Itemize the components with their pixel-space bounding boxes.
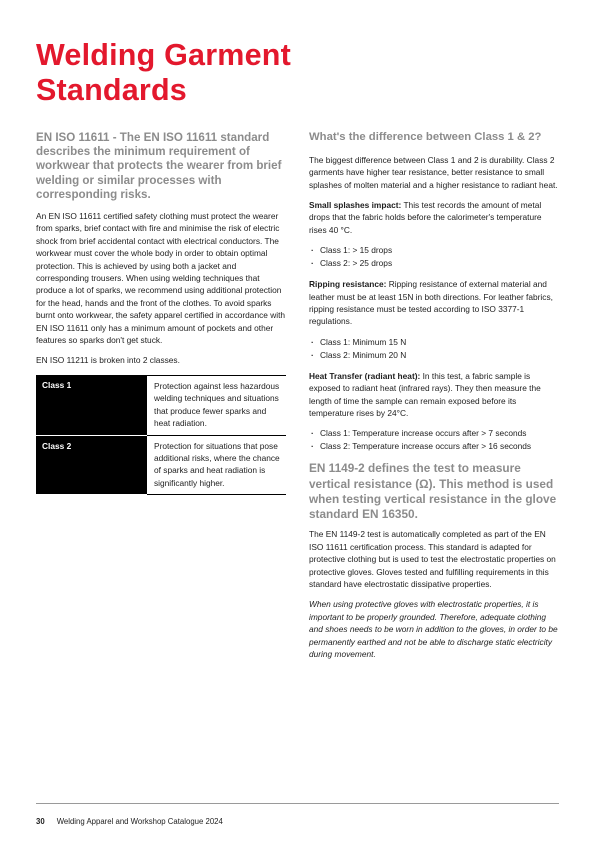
difference-body: The biggest difference between Class 1 and 2 is durability. Class 2 garments have higher tear resistance, better resistance to small splashes of molten material and a higher resistance to radiant heat. xyxy=(309,154,558,190)
right-column xyxy=(309,131,559,668)
list-item: · Class 2: Temperature increase occurs after > 16 seconds xyxy=(309,440,559,453)
splashes-paragraph xyxy=(309,199,559,236)
left-column xyxy=(36,131,286,495)
page-number: 30 xyxy=(36,817,45,826)
page-footer xyxy=(36,817,223,827)
en-1149-heading: EN 1149-2 defines the test to measure vertical resistance (Ω). This method is used when testing vertical resistance in the glove standard EN 16350. xyxy=(309,461,557,522)
list-item: · Class 1: Temperature increase occurs after > 7 seconds xyxy=(309,427,559,440)
splashes-label: Small splashes impact: xyxy=(309,200,402,211)
en-iso-11611-body: An EN ISO 11611 certified safety clothing must protect the wearer from sparks, brief contact with fire and minimise the risk of electric shock from brief accidental contact with electrical conductors. The workwear must cover the whole body in order to obtain optimal protection. This is achieved by using both a jacket and corresponding trousers. When using welding techniques that produce a lot of sparks, we recommend using additional protection for the head, hands and the front of the clothes. To avoid sparks burnt onto workwear, the safety apparel certified in accordance with EN ISO 11611 only has a minimum amount of pockets and other features so sparks don't get stuck. xyxy=(36,211,286,346)
class-label: Class 2 xyxy=(36,435,147,495)
splashes-list xyxy=(309,244,559,270)
table-row xyxy=(36,375,286,435)
heat-list xyxy=(309,427,559,453)
ripping-text: Ripping resistance of external material and leather must be at least 15N in both directions. For leather fabrics, ripping resistance must be tested according to ISO 3377-1 regulations. xyxy=(309,279,553,327)
en-iso-11611-lead: EN ISO 11611 - The EN ISO 11611 standard describes the minimum requirement of workwear that protects the wearer from brief welding or similar processes with corresponding risks. xyxy=(36,131,282,201)
table-row xyxy=(36,435,286,495)
page-title: Welding Garment Standards xyxy=(36,38,291,107)
list-item: · Class 2: Minimum 20 N xyxy=(309,349,559,362)
classes-table xyxy=(36,375,286,495)
heat-paragraph xyxy=(309,370,559,420)
ripping-paragraph xyxy=(309,278,559,328)
footer-text: Welding Apparel and Workshop Catalogue 2024 xyxy=(56,817,223,826)
list-item: · Class 1: > 15 drops xyxy=(309,244,559,257)
ripping-label: Ripping resistance: xyxy=(309,279,387,290)
class-description: Protection against less hazardous welding techniques and situations that produce fewer sparks and heat radiation. xyxy=(147,375,286,435)
en-1149-body: The EN 1149-2 test is automatically completed as part of the EN ISO 11611 certification process. This standard is adapted for protective clothing but is used to test the electrostatic properties on protective gloves. Gloves tested and fulfilling requirements in this standard have electrostatic dissipative properties. xyxy=(309,529,556,589)
heat-label: Heat Transfer (radiant heat): xyxy=(309,370,421,381)
splashes-text: This test records the amount of metal drops that the fabric holds before the calorimeter's temperature rises 40 °C. xyxy=(309,200,542,235)
class-label: Class 1 xyxy=(36,375,147,435)
class-description: Protection for situations that pose additional risks, where the chance of sparks and heat radiation is significantly higher. xyxy=(147,435,286,495)
classes-intro: EN ISO 11211 is broken into 2 classes. xyxy=(36,355,180,366)
en-1149-note: When using protective gloves with electrostatic properties, it is important to be properly grounded. Therefore, adequate clothing and shoes needs to be worn in addition to the gloves, in order to be permanently earthed and not be able to discharge static electricity during movement. xyxy=(309,599,558,659)
heat-text: In this test, a fabric sample is exposed to radiant heat (infrared rays). They then measure the length of time the sample can remain exposed before its temperature rises by 24°C. xyxy=(309,370,541,419)
ripping-list xyxy=(309,336,559,362)
list-item: · Class 2: > 25 drops xyxy=(309,257,559,270)
difference-heading: What's the difference between Class 1 & 2? xyxy=(309,131,542,143)
footer-divider xyxy=(36,803,559,804)
list-item: · Class 1: Minimum 15 N xyxy=(309,336,559,349)
